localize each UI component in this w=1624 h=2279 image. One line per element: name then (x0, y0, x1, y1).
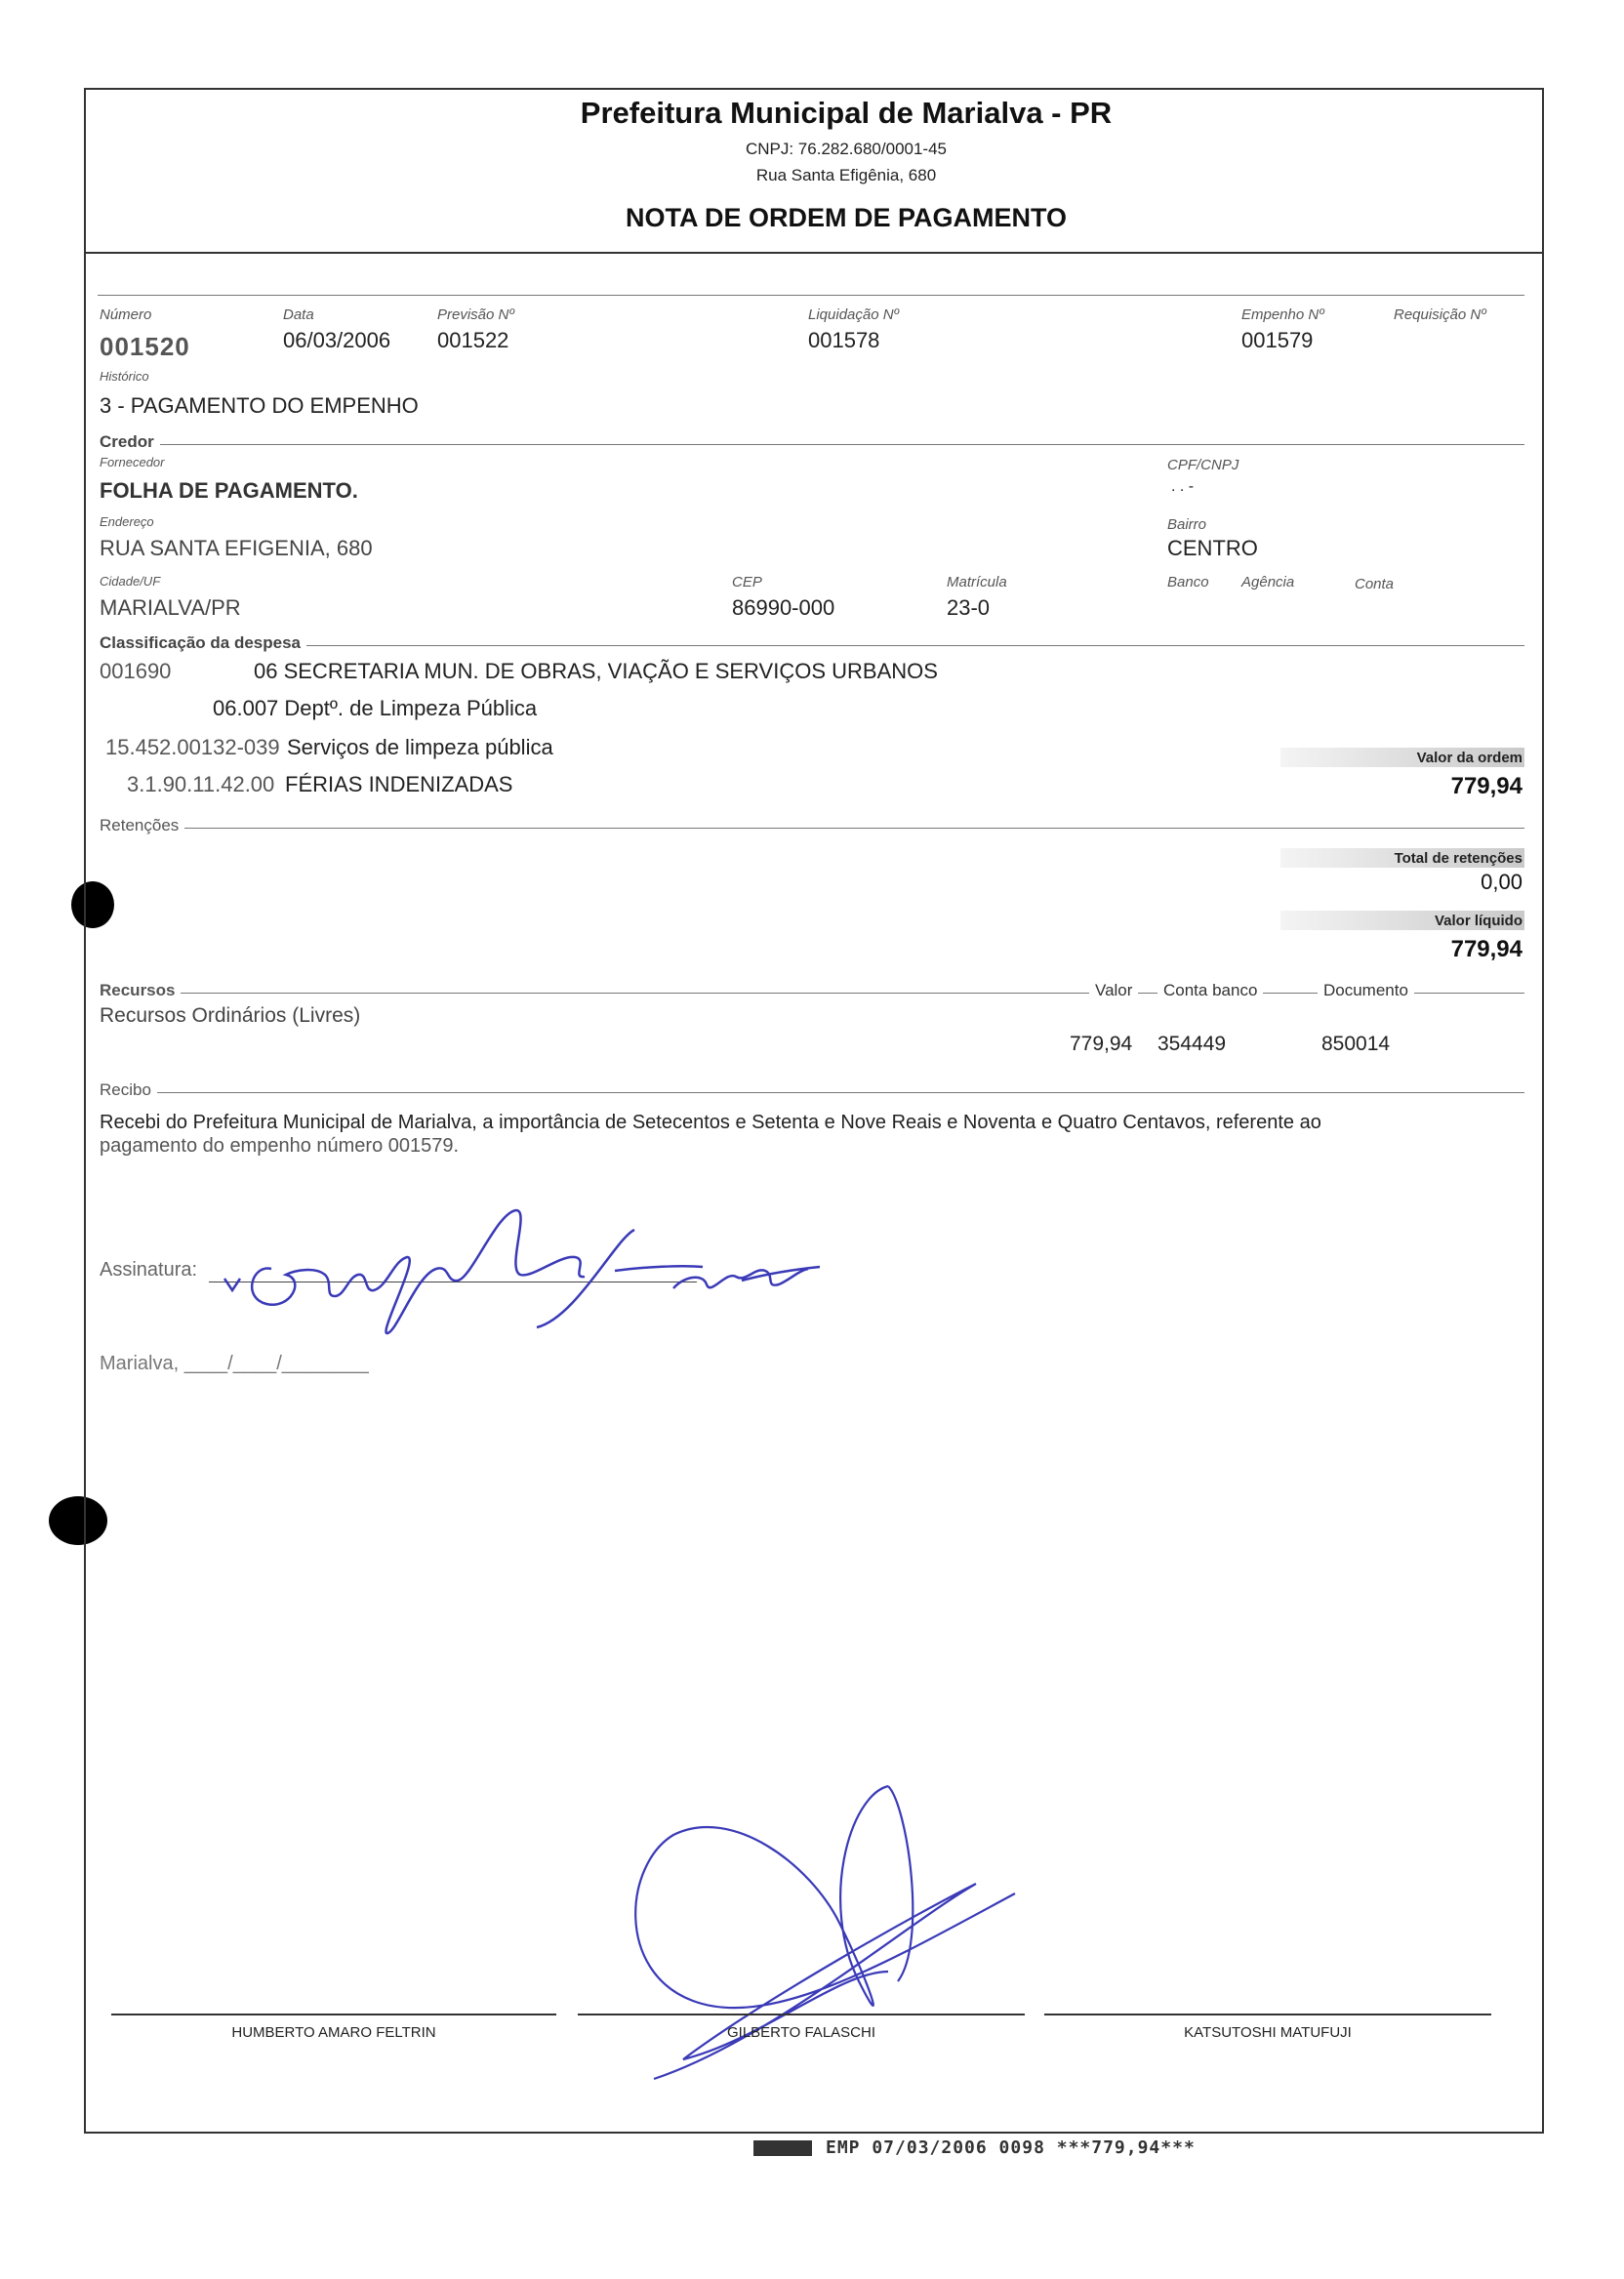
agencia-label: Agência (1241, 574, 1295, 590)
signature-line-3 (1044, 2014, 1491, 2015)
previsao-value: 001522 (437, 328, 509, 352)
recursos-section-label: Recursos (100, 981, 181, 1000)
cnpj: CNPJ: 76.282.680/0001-45 (745, 140, 948, 158)
conta-label: Conta (1355, 576, 1395, 592)
signatory-1: HUMBERTO AMARO FELTRIN (231, 2024, 436, 2041)
classificacao-code: 001690 (100, 659, 172, 683)
cep-label: CEP (732, 574, 762, 590)
historico-value: 3 - PAGAMENTO DO EMPENHO (100, 393, 419, 418)
historico-label: Histórico (100, 369, 149, 384)
fornecedor-label: Fornecedor (100, 455, 165, 469)
bank-stamp-text: EMP 07/03/2006 0098 ***779,94*** (826, 2137, 1196, 2158)
recibo-section-label: Recibo (100, 1080, 157, 1100)
classificacao-departamento: 06.007 Deptº. de Limpeza Pública (213, 696, 538, 720)
liquidacao-value: 001578 (808, 328, 880, 352)
valor-ordem-value: 779,94 (1450, 773, 1522, 799)
municipality-address: Rua Santa Efigênia, 680 (755, 166, 937, 184)
valor-liquido-value: 779,94 (1450, 936, 1522, 962)
signature-line-2 (578, 2014, 1025, 2015)
recursos-conta-banco-header: Conta banco (1157, 981, 1263, 1000)
matricula-value: 23-0 (947, 595, 991, 620)
recursos-conta-banco: 354449 (1157, 1033, 1227, 1055)
signature-line-1 (111, 2014, 556, 2015)
empenho-value: 001579 (1241, 328, 1314, 352)
classificacao-secretaria: 06 SECRETARIA MUN. DE OBRAS, VIAÇÃO E SERVIÇOS URBANOS (254, 659, 938, 683)
handwritten-signature-treasurer (625, 1776, 1093, 2098)
valor-ordem-label: Valor da ordem (1416, 750, 1522, 766)
requisicao-label: Requisição Nº (1394, 306, 1486, 323)
numero-label: Número (100, 306, 152, 323)
classificacao-section-label: Classificação da despesa (100, 633, 306, 653)
handwritten-signature-recipient (215, 1201, 976, 1337)
classificacao-programa: Serviços de limpeza pública (287, 735, 553, 759)
signatory-2: GILBERTO FALASCHI (727, 2024, 875, 2041)
classificacao-elemento-code: 3.1.90.11.42.00 (127, 772, 275, 796)
bank-stamp-mark (753, 2140, 812, 2156)
total-retencoes-value: 0,00 (1481, 870, 1522, 894)
previsao-label: Previsão Nº (437, 306, 514, 323)
municipality-title: Prefeitura Municipal de Marialva - PR (580, 96, 1113, 130)
recursos-valor-header: Valor (1089, 981, 1138, 1000)
banco-label: Banco (1167, 574, 1209, 590)
assinatura-label: Assinatura: (100, 1259, 198, 1281)
credor-section-label: Credor (100, 432, 160, 452)
fornecedor-value: FOLHA DE PAGAMENTO. (100, 478, 358, 503)
cep-value: 86990-000 (732, 595, 835, 620)
bairro-value: CENTRO (1167, 536, 1258, 560)
classificacao-rule (100, 645, 1524, 646)
classificacao-elemento: FÉRIAS INDENIZADAS (285, 772, 513, 796)
recursos-documento-header: Documento (1318, 981, 1414, 1000)
endereco-label: Endereço (100, 514, 154, 529)
recursos-descricao: Recursos Ordinários (Livres) (100, 1004, 361, 1027)
classificacao-programa-code: 15.452.00132-039 (105, 735, 280, 759)
header-divider (84, 252, 1542, 254)
matricula-label: Matrícula (947, 574, 1007, 590)
retencoes-rule (100, 828, 1524, 829)
recibo-text-line2: pagamento do empenho número 001579. (100, 1135, 460, 1157)
total-retencoes-label: Total de retenções (1394, 850, 1522, 867)
bairro-label: Bairro (1167, 516, 1207, 533)
recibo-rule (100, 1092, 1524, 1093)
recibo-text-line1: Recebi do Prefeitura Municipal de Marialva, a importância de Setecentos e Setenta e Nove Reais e Noventa e Quatro Centavos, referente ao (100, 1112, 1321, 1133)
cpf-label: CPF/CNPJ (1167, 457, 1239, 473)
signatory-3: KATSUTOSHI MATUFUJI (1184, 2024, 1352, 2041)
data-label: Data (283, 306, 314, 323)
bank-stamp (753, 2137, 1196, 2158)
cpf-value: . . - (1171, 478, 1195, 495)
cidade-value: MARIALVA/PR (100, 595, 241, 620)
local-date: Marialva, ____/____/________ (100, 1353, 369, 1374)
recursos-documento: 850014 (1321, 1033, 1391, 1055)
valor-liquido-label: Valor líquido (1434, 913, 1522, 929)
empenho-label: Empenho Nº (1241, 306, 1324, 323)
endereco-value: RUA SANTA EFIGENIA, 680 (100, 536, 373, 560)
cidade-label: Cidade/UF (100, 574, 161, 589)
recursos-rule (100, 993, 1524, 994)
document-title: NOTA DE ORDEM DE PAGAMENTO (625, 203, 1067, 232)
header-divider-thin (98, 295, 1524, 296)
numero-value: 001520 (100, 332, 190, 361)
liquidacao-label: Liquidação Nº (808, 306, 900, 323)
credor-rule (100, 444, 1524, 445)
recursos-valor: 779,94 (1070, 1033, 1133, 1055)
data-value: 06/03/2006 (283, 328, 391, 352)
retencoes-section-label: Retenções (100, 816, 184, 835)
